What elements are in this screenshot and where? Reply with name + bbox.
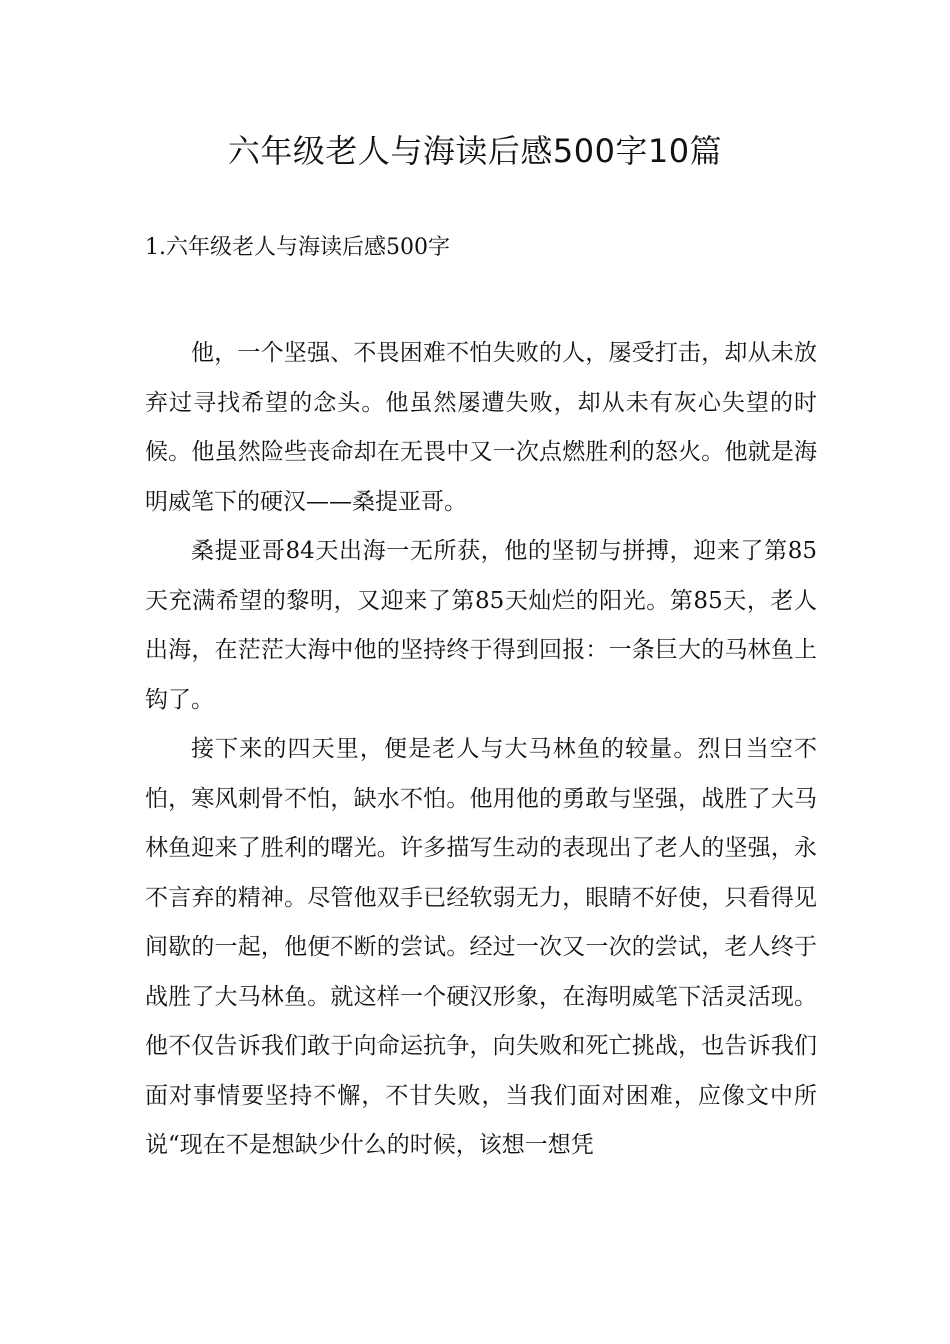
paragraph: 接下来的四天里，便是老人与大马林鱼的较量。烈日当空不怕，寒风刺骨不怕，缺水不怕。他用他的勇敢与坚强，战胜了大马林鱼迎来了胜利的曙光。许多描写生动的表现出了老人的坚强，永不言弃的精神。尽管他双手已经软弱无力，眼睛不好使，只看得见间歇的一起，他便不断的尝试。经过一次又一次的尝试，老人终于战胜了大马林鱼。就这样一个硬汉形象，在海明威笔下活灵活现。他不仅告诉我们敢于向命运抗争，向失败和死亡挑战，也告诉我们面对事情要坚持不懈，不甘失败，当我们面对困难，应像文中所说“现在不是想缺少什么的时候，该想一想凭 (145, 736, 817, 1158)
document-title: 六年级老人与海读后感500字10篇 (227, 132, 723, 170)
document-body (145, 329, 817, 1171)
paragraph: 他，一个坚强、不畏困难不怕失败的人，屡受打击，却从未放弃过寻找希望的念头。他虽然屡遭失败，却从未有灰心失望的时候。他虽然险些丧命却在无畏中又一次点燃胜利的怒火。他就是海明威笔下的硬汉——桑提亚哥。 (145, 340, 817, 515)
section-heading: 1.六年级老人与海读后感500字 (145, 235, 450, 260)
paragraph: 桑提亚哥84天出海一无所获，他的坚韧与拼搏，迎来了第85天充满希望的黎明，又迎来了第85天灿烂的阳光。第85天，老人出海，在茫茫大海中他的坚持终于得到回报：一条巨大的马林鱼上钩了。 (145, 538, 817, 713)
